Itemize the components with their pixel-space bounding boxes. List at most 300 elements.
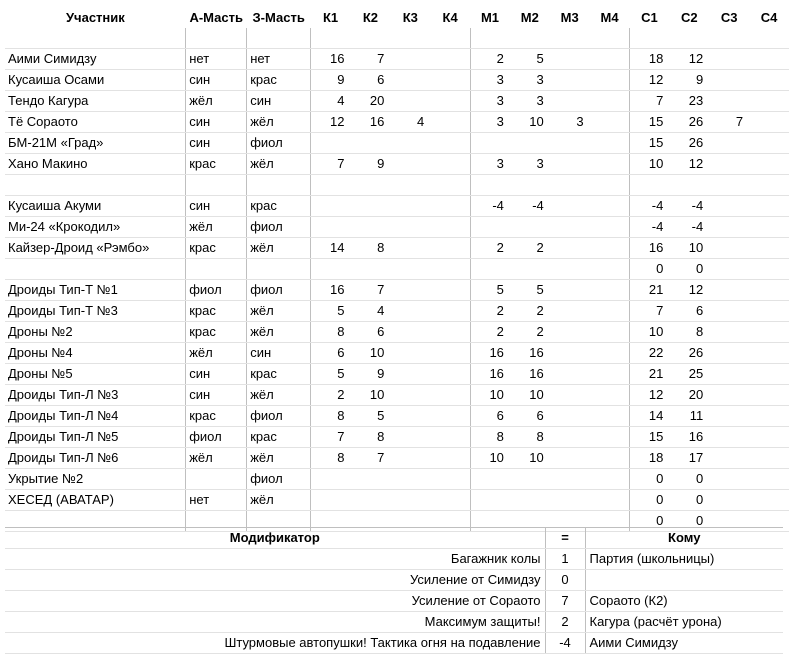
modifier-target[interactable]: Кагура (расчёт урона) xyxy=(585,612,783,633)
table-cell[interactable] xyxy=(390,217,430,238)
table-cell[interactable] xyxy=(430,70,470,91)
table-cell[interactable] xyxy=(709,343,749,364)
table-cell[interactable]: 0 xyxy=(629,511,669,532)
table-cell[interactable]: 16 xyxy=(311,280,351,301)
table-cell[interactable] xyxy=(749,238,789,259)
column-header[interactable]: М3 xyxy=(560,10,579,25)
table-cell[interactable] xyxy=(390,259,430,280)
table-cell[interactable]: 3 xyxy=(470,112,510,133)
table-cell[interactable] xyxy=(550,385,590,406)
table-cell[interactable] xyxy=(550,70,590,91)
table-cell[interactable]: 3 xyxy=(470,154,510,175)
table-cell[interactable]: 2 xyxy=(470,49,510,70)
table-cell[interactable]: 20 xyxy=(669,385,709,406)
table-cell[interactable] xyxy=(186,175,247,196)
table-cell[interactable]: -4 xyxy=(669,217,709,238)
table-cell[interactable] xyxy=(390,91,430,112)
table-cell[interactable] xyxy=(709,133,749,154)
table-cell[interactable]: син xyxy=(247,343,311,364)
column-header[interactable]: З-Масть xyxy=(252,10,305,25)
modifier-value[interactable]: 2 xyxy=(545,612,585,633)
table-cell[interactable] xyxy=(550,469,590,490)
table-cell[interactable] xyxy=(550,49,590,70)
table-cell[interactable] xyxy=(186,469,247,490)
table-cell[interactable] xyxy=(470,28,510,49)
table-cell[interactable] xyxy=(186,259,247,280)
table-cell[interactable] xyxy=(590,112,630,133)
table-cell[interactable]: 3 xyxy=(470,70,510,91)
table-cell[interactable]: 4 xyxy=(351,301,391,322)
table-cell[interactable]: 11 xyxy=(669,406,709,427)
table-cell[interactable] xyxy=(430,112,470,133)
table-cell[interactable]: 3 xyxy=(550,112,590,133)
table-cell[interactable] xyxy=(390,364,430,385)
table-cell[interactable] xyxy=(709,259,749,280)
table-cell[interactable]: Дроны №5 xyxy=(5,364,186,385)
table-cell[interactable] xyxy=(709,217,749,238)
table-cell[interactable]: 0 xyxy=(669,511,709,532)
table-cell[interactable]: жёл xyxy=(247,490,311,511)
table-cell[interactable] xyxy=(390,301,430,322)
table-cell[interactable] xyxy=(709,490,749,511)
table-cell[interactable] xyxy=(590,91,630,112)
table-cell[interactable] xyxy=(430,238,470,259)
table-cell[interactable]: Аими Симидзу xyxy=(5,49,186,70)
table-cell[interactable]: 3 xyxy=(510,91,550,112)
table-cell[interactable]: 12 xyxy=(669,154,709,175)
table-cell[interactable] xyxy=(749,406,789,427)
table-cell[interactable] xyxy=(5,259,186,280)
table-cell[interactable]: 12 xyxy=(629,385,669,406)
table-cell[interactable]: 6 xyxy=(311,343,351,364)
table-cell[interactable]: 16 xyxy=(510,343,550,364)
table-cell[interactable]: жёл xyxy=(186,448,247,469)
table-cell[interactable]: 3 xyxy=(510,70,550,91)
table-cell[interactable] xyxy=(390,28,430,49)
table-cell[interactable] xyxy=(430,490,470,511)
table-cell[interactable]: 18 xyxy=(629,49,669,70)
table-cell[interactable] xyxy=(430,280,470,301)
table-cell[interactable] xyxy=(550,406,590,427)
table-cell[interactable]: фиол xyxy=(247,469,311,490)
table-cell[interactable] xyxy=(709,175,749,196)
table-cell[interactable]: ХЕСЕД (АВАТАР) xyxy=(5,490,186,511)
table-cell[interactable]: Дроиды Тип-Л №4 xyxy=(5,406,186,427)
table-cell[interactable]: 4 xyxy=(311,91,351,112)
table-cell[interactable] xyxy=(550,259,590,280)
table-cell[interactable]: крас xyxy=(186,301,247,322)
table-cell[interactable]: 12 xyxy=(311,112,351,133)
table-cell[interactable] xyxy=(390,448,430,469)
table-cell[interactable]: 16 xyxy=(629,238,669,259)
modifier-name[interactable]: Усиление от Сораото xyxy=(5,591,545,612)
table-cell[interactable]: 5 xyxy=(510,280,550,301)
table-cell[interactable] xyxy=(709,448,749,469)
table-cell[interactable] xyxy=(390,133,430,154)
table-cell[interactable] xyxy=(749,259,789,280)
table-cell[interactable] xyxy=(510,175,550,196)
table-cell[interactable] xyxy=(390,175,430,196)
modifier-name[interactable]: Багажник колы xyxy=(5,549,545,570)
table-cell[interactable] xyxy=(430,469,470,490)
table-cell[interactable] xyxy=(590,343,630,364)
table-cell[interactable]: 2 xyxy=(470,238,510,259)
table-cell[interactable]: 18 xyxy=(629,448,669,469)
table-cell[interactable]: жёл xyxy=(186,91,247,112)
table-cell[interactable]: фиол xyxy=(247,133,311,154)
table-cell[interactable] xyxy=(550,364,590,385)
table-cell[interactable]: 0 xyxy=(629,490,669,511)
table-cell[interactable] xyxy=(749,280,789,301)
table-cell[interactable]: -4 xyxy=(629,217,669,238)
table-cell[interactable]: 9 xyxy=(351,154,391,175)
table-cell[interactable]: 16 xyxy=(510,364,550,385)
table-cell[interactable]: нет xyxy=(186,49,247,70)
table-cell[interactable]: син xyxy=(186,133,247,154)
table-cell[interactable]: син xyxy=(186,385,247,406)
table-cell[interactable] xyxy=(749,385,789,406)
table-cell[interactable]: крас xyxy=(247,364,311,385)
table-cell[interactable] xyxy=(669,28,709,49)
table-cell[interactable]: крас xyxy=(247,70,311,91)
table-cell[interactable]: 9 xyxy=(669,70,709,91)
table-cell[interactable]: 10 xyxy=(629,322,669,343)
table-cell[interactable] xyxy=(590,154,630,175)
table-cell[interactable]: 15 xyxy=(629,427,669,448)
table-cell[interactable] xyxy=(470,175,510,196)
table-cell[interactable]: 10 xyxy=(470,448,510,469)
modifier-value[interactable]: 1 xyxy=(545,549,585,570)
table-cell[interactable]: 23 xyxy=(669,91,709,112)
table-cell[interactable]: 26 xyxy=(669,133,709,154)
modifier-target[interactable]: Сораото (К2) xyxy=(585,591,783,612)
table-cell[interactable]: 5 xyxy=(311,301,351,322)
table-cell[interactable]: Тё Сораото xyxy=(5,112,186,133)
table-cell[interactable]: -4 xyxy=(629,196,669,217)
table-cell[interactable]: 6 xyxy=(351,322,391,343)
table-cell[interactable] xyxy=(470,259,510,280)
table-cell[interactable]: 10 xyxy=(351,385,391,406)
table-cell[interactable] xyxy=(390,154,430,175)
table-cell[interactable] xyxy=(430,406,470,427)
table-cell[interactable] xyxy=(311,469,351,490)
modifier-name[interactable]: Штурмовые автопушки! Тактика огня на подавление xyxy=(5,633,545,654)
table-cell[interactable] xyxy=(590,490,630,511)
table-cell[interactable]: 8 xyxy=(311,322,351,343)
table-cell[interactable]: 17 xyxy=(669,448,709,469)
table-cell[interactable] xyxy=(749,427,789,448)
table-cell[interactable] xyxy=(709,196,749,217)
table-cell[interactable]: 2 xyxy=(510,301,550,322)
table-cell[interactable]: Дроиды Тип-Л №3 xyxy=(5,385,186,406)
table-cell[interactable]: 8 xyxy=(351,238,391,259)
table-cell[interactable]: 16 xyxy=(470,364,510,385)
modifier-target[interactable]: Аими Симидзу xyxy=(585,633,783,654)
column-header[interactable]: С2 xyxy=(680,10,698,25)
table-cell[interactable]: жёл xyxy=(247,301,311,322)
table-cell[interactable]: 0 xyxy=(669,490,709,511)
table-cell[interactable]: 7 xyxy=(351,448,391,469)
table-cell[interactable] xyxy=(390,322,430,343)
column-header[interactable]: С1 xyxy=(641,10,658,25)
table-cell[interactable]: 7 xyxy=(709,112,749,133)
table-cell[interactable] xyxy=(430,259,470,280)
table-cell[interactable]: 26 xyxy=(669,112,709,133)
table-cell[interactable] xyxy=(430,364,470,385)
table-cell[interactable] xyxy=(311,28,351,49)
table-cell[interactable]: 0 xyxy=(629,259,669,280)
table-cell[interactable] xyxy=(430,133,470,154)
table-cell[interactable] xyxy=(749,112,789,133)
column-header[interactable]: С3 xyxy=(720,10,738,25)
table-cell[interactable] xyxy=(550,301,590,322)
table-cell[interactable] xyxy=(590,427,630,448)
table-cell[interactable] xyxy=(510,259,550,280)
table-cell[interactable] xyxy=(749,343,789,364)
table-cell[interactable]: БМ-21М «Град» xyxy=(5,133,186,154)
table-cell[interactable] xyxy=(470,133,510,154)
table-cell[interactable]: 10 xyxy=(510,385,550,406)
table-cell[interactable]: 26 xyxy=(669,343,709,364)
table-cell[interactable] xyxy=(749,322,789,343)
table-cell[interactable] xyxy=(590,280,630,301)
table-cell[interactable] xyxy=(430,343,470,364)
table-cell[interactable]: 10 xyxy=(351,343,391,364)
table-cell[interactable] xyxy=(550,196,590,217)
table-cell[interactable] xyxy=(590,448,630,469)
table-cell[interactable]: 7 xyxy=(311,427,351,448)
modifier-name[interactable]: Усиление от Симидзу xyxy=(5,570,545,591)
column-header[interactable]: К2 xyxy=(362,10,379,25)
table-cell[interactable] xyxy=(709,238,749,259)
table-cell[interactable]: син xyxy=(247,91,311,112)
table-cell[interactable] xyxy=(510,469,550,490)
table-cell[interactable] xyxy=(669,175,709,196)
table-cell[interactable] xyxy=(510,217,550,238)
table-cell[interactable]: жёл xyxy=(186,217,247,238)
table-cell[interactable]: 10 xyxy=(470,385,510,406)
column-header[interactable]: М2 xyxy=(520,10,539,25)
table-cell[interactable]: Дроны №4 xyxy=(5,343,186,364)
table-cell[interactable] xyxy=(709,301,749,322)
table-cell[interactable] xyxy=(311,175,351,196)
table-cell[interactable] xyxy=(351,133,391,154)
table-cell[interactable]: Дроиды Тип-Л №6 xyxy=(5,448,186,469)
table-cell[interactable] xyxy=(390,490,430,511)
table-cell[interactable] xyxy=(351,490,391,511)
table-cell[interactable]: 4 xyxy=(390,112,430,133)
table-cell[interactable] xyxy=(749,301,789,322)
table-cell[interactable]: -4 xyxy=(510,196,550,217)
table-cell[interactable]: 21 xyxy=(629,364,669,385)
table-cell[interactable]: 6 xyxy=(470,406,510,427)
table-cell[interactable]: 20 xyxy=(351,91,391,112)
modifier-value[interactable]: 7 xyxy=(545,591,585,612)
table-cell[interactable] xyxy=(749,49,789,70)
table-cell[interactable] xyxy=(749,217,789,238)
table-cell[interactable] xyxy=(550,427,590,448)
table-cell[interactable] xyxy=(5,175,186,196)
table-cell[interactable] xyxy=(390,280,430,301)
table-cell[interactable]: Дроиды Тип-Т №3 xyxy=(5,301,186,322)
table-cell[interactable]: 12 xyxy=(669,280,709,301)
target-header[interactable]: Кому xyxy=(585,528,783,549)
table-cell[interactable]: нет xyxy=(186,490,247,511)
table-cell[interactable]: Кусаиша Осами xyxy=(5,70,186,91)
table-cell[interactable]: 8 xyxy=(669,322,709,343)
equals-header[interactable]: = xyxy=(545,528,585,549)
modifier-value[interactable]: 0 xyxy=(545,570,585,591)
table-cell[interactable]: Дроны №2 xyxy=(5,322,186,343)
table-cell[interactable] xyxy=(590,28,630,49)
table-cell[interactable]: крас xyxy=(247,427,311,448)
table-cell[interactable]: 6 xyxy=(669,301,709,322)
table-cell[interactable] xyxy=(749,70,789,91)
table-cell[interactable] xyxy=(390,343,430,364)
table-cell[interactable]: фиол xyxy=(186,280,247,301)
table-cell[interactable] xyxy=(629,175,669,196)
table-cell[interactable] xyxy=(590,322,630,343)
modifier-target[interactable]: Партия (школьницы) xyxy=(585,549,783,570)
table-cell[interactable]: 6 xyxy=(510,406,550,427)
table-cell[interactable] xyxy=(351,175,391,196)
table-cell[interactable]: Тендо Кагура xyxy=(5,91,186,112)
table-cell[interactable] xyxy=(390,49,430,70)
table-cell[interactable] xyxy=(351,259,391,280)
table-cell[interactable] xyxy=(749,28,789,49)
table-cell[interactable] xyxy=(510,28,550,49)
table-cell[interactable] xyxy=(430,28,470,49)
table-cell[interactable]: 8 xyxy=(311,406,351,427)
column-header[interactable]: Участник xyxy=(65,10,125,25)
table-cell[interactable]: фиол xyxy=(247,280,311,301)
table-cell[interactable] xyxy=(590,469,630,490)
table-cell[interactable]: син xyxy=(186,70,247,91)
table-cell[interactable] xyxy=(247,259,311,280)
table-cell[interactable]: 2 xyxy=(311,385,351,406)
table-cell[interactable]: жёл xyxy=(247,385,311,406)
table-cell[interactable]: 3 xyxy=(470,91,510,112)
table-cell[interactable] xyxy=(550,175,590,196)
table-cell[interactable] xyxy=(430,448,470,469)
table-cell[interactable]: 0 xyxy=(669,259,709,280)
table-cell[interactable] xyxy=(351,217,391,238)
table-cell[interactable] xyxy=(470,217,510,238)
table-cell[interactable]: крас xyxy=(186,406,247,427)
column-header[interactable]: К3 xyxy=(402,10,418,25)
table-cell[interactable]: нет xyxy=(247,49,311,70)
table-cell[interactable]: фиол xyxy=(247,217,311,238)
table-cell[interactable] xyxy=(430,175,470,196)
table-cell[interactable] xyxy=(311,259,351,280)
table-cell[interactable] xyxy=(749,196,789,217)
table-cell[interactable] xyxy=(390,406,430,427)
table-cell[interactable] xyxy=(390,70,430,91)
table-cell[interactable]: 2 xyxy=(510,322,550,343)
table-cell[interactable] xyxy=(550,322,590,343)
table-cell[interactable] xyxy=(311,133,351,154)
table-cell[interactable]: Ми-24 «Крокодил» xyxy=(5,217,186,238)
column-header[interactable]: К1 xyxy=(322,10,339,25)
table-cell[interactable]: 25 xyxy=(669,364,709,385)
table-cell[interactable] xyxy=(247,28,311,49)
table-cell[interactable] xyxy=(186,28,247,49)
table-cell[interactable]: 7 xyxy=(629,91,669,112)
table-cell[interactable]: 5 xyxy=(311,364,351,385)
table-cell[interactable]: 5 xyxy=(510,49,550,70)
table-cell[interactable] xyxy=(351,28,391,49)
table-cell[interactable]: жёл xyxy=(247,322,311,343)
table-cell[interactable] xyxy=(590,238,630,259)
table-cell[interactable]: 7 xyxy=(629,301,669,322)
table-cell[interactable]: Дроиды Тип-Т №1 xyxy=(5,280,186,301)
table-cell[interactable] xyxy=(550,28,590,49)
table-cell[interactable] xyxy=(709,385,749,406)
table-cell[interactable]: 2 xyxy=(470,322,510,343)
table-cell[interactable] xyxy=(390,385,430,406)
table-cell[interactable] xyxy=(550,280,590,301)
table-cell[interactable]: -4 xyxy=(470,196,510,217)
table-cell[interactable] xyxy=(430,427,470,448)
column-header[interactable]: А-Масть xyxy=(189,10,243,25)
table-cell[interactable]: 5 xyxy=(351,406,391,427)
table-cell[interactable] xyxy=(590,364,630,385)
table-cell[interactable]: 7 xyxy=(351,280,391,301)
table-cell[interactable] xyxy=(430,196,470,217)
table-cell[interactable]: Укрытие №2 xyxy=(5,469,186,490)
table-cell[interactable] xyxy=(749,175,789,196)
table-cell[interactable] xyxy=(749,448,789,469)
table-cell[interactable] xyxy=(390,238,430,259)
table-cell[interactable] xyxy=(430,322,470,343)
table-cell[interactable] xyxy=(749,154,789,175)
table-cell[interactable]: син xyxy=(186,364,247,385)
table-cell[interactable]: 7 xyxy=(351,49,391,70)
table-cell[interactable] xyxy=(430,154,470,175)
table-cell[interactable]: 2 xyxy=(470,301,510,322)
table-cell[interactable]: Кайзер-Дроид «Рэмбо» xyxy=(5,238,186,259)
table-cell[interactable] xyxy=(510,490,550,511)
table-cell[interactable] xyxy=(709,154,749,175)
column-header[interactable]: М1 xyxy=(480,10,499,25)
table-cell[interactable] xyxy=(430,301,470,322)
table-cell[interactable]: 9 xyxy=(351,364,391,385)
table-cell[interactable] xyxy=(470,490,510,511)
table-cell[interactable] xyxy=(550,448,590,469)
table-cell[interactable] xyxy=(550,154,590,175)
table-cell[interactable]: 22 xyxy=(629,343,669,364)
modifier-value[interactable]: -4 xyxy=(545,633,585,654)
table-cell[interactable]: 8 xyxy=(470,427,510,448)
column-header[interactable]: М4 xyxy=(600,10,619,25)
table-cell[interactable] xyxy=(390,196,430,217)
table-cell[interactable]: 12 xyxy=(629,70,669,91)
table-cell[interactable] xyxy=(590,301,630,322)
table-cell[interactable] xyxy=(550,217,590,238)
table-cell[interactable]: 14 xyxy=(629,406,669,427)
table-cell[interactable] xyxy=(550,91,590,112)
table-cell[interactable] xyxy=(590,175,630,196)
table-cell[interactable]: жёл xyxy=(247,238,311,259)
table-cell[interactable] xyxy=(749,490,789,511)
table-cell[interactable] xyxy=(709,91,749,112)
table-cell[interactable] xyxy=(749,469,789,490)
table-cell[interactable] xyxy=(629,28,669,49)
table-cell[interactable]: крас xyxy=(186,238,247,259)
table-cell[interactable] xyxy=(590,49,630,70)
table-cell[interactable]: 0 xyxy=(669,469,709,490)
table-cell[interactable]: 15 xyxy=(629,133,669,154)
